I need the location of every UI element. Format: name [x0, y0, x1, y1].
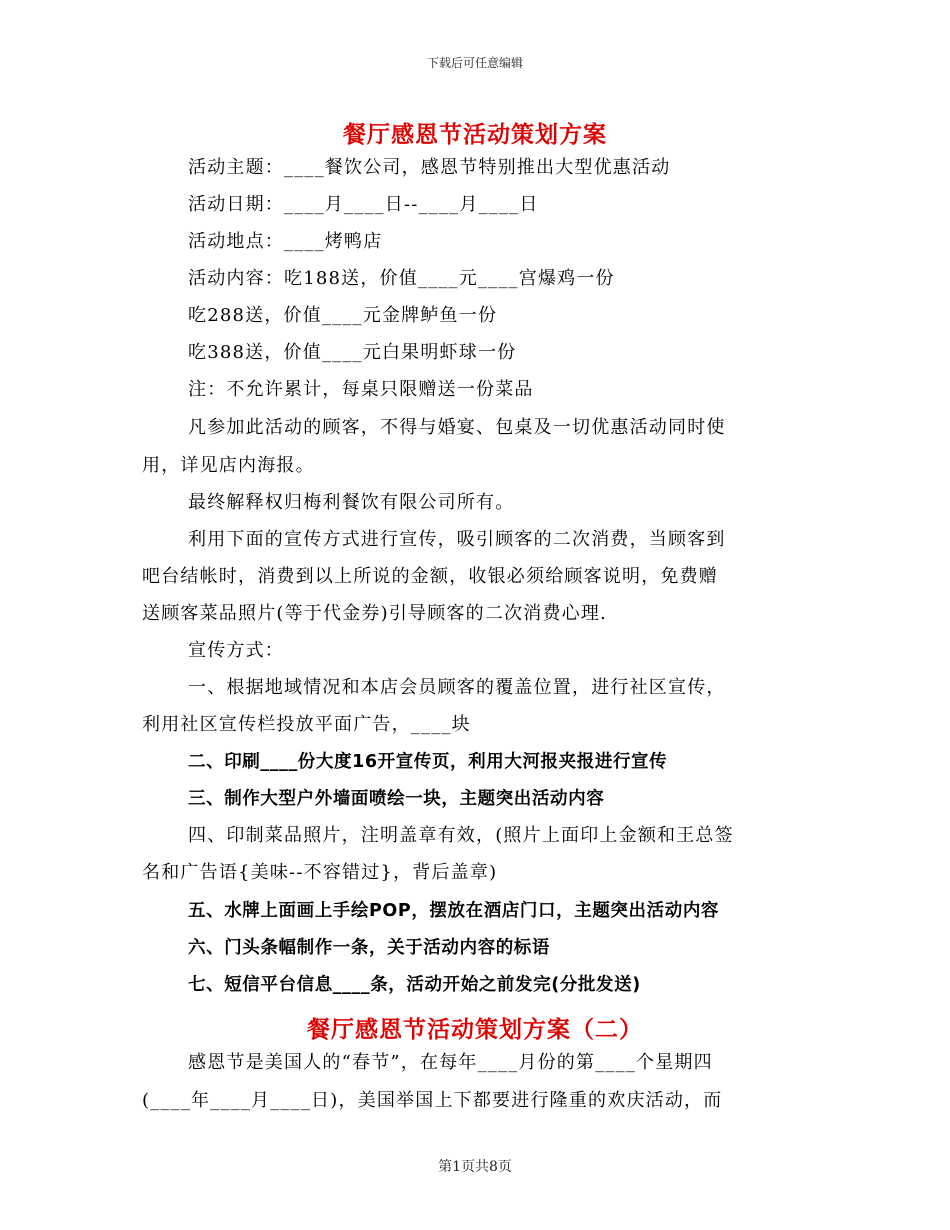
- text-line: 用，详见店内海报。: [142, 455, 315, 476]
- page-header-note: 下载后可任意编辑: [426, 56, 523, 70]
- text-line: 四、印制菜品照片，注明盖章有效，(照片上面印上金额和王总签: [188, 825, 734, 846]
- text-line: 名和广告语{美味--不容错过}，背后盖章): [142, 862, 498, 883]
- document-title: 餐厅感恩节活动策划方案: [343, 122, 607, 148]
- bold-text-line: 五、水牌上面画上手绘POP，摆放在酒店门口，主题突出活动内容: [188, 901, 720, 921]
- text-line: 送顾客菜品照片(等于代金券)引导顾客的二次消费心理.: [142, 603, 607, 624]
- text-line: 利用下面的宣传方式进行宣传，吸引顾客的二次消费，当顾客到: [188, 529, 726, 550]
- text-line: 感恩节是美国人的“春节”，在每年____月份的第____个星期四: [188, 1052, 713, 1073]
- text-line: (____年____月____日)，美国举国上下都要进行隆重的欢庆活动，而: [142, 1090, 723, 1111]
- section-title: 餐厅感恩节活动策划方案（二）: [307, 1017, 643, 1043]
- text-line: 注：不允许累计，每桌只限赠送一份菜品: [188, 379, 534, 400]
- text-line: 一、根据地域情况和本店会员顾客的覆盖位置，进行社区宣传，: [188, 677, 726, 698]
- bold-text-line: 二、印刷____份大度16开宣传页，利用大河报夹报进行宣传: [188, 752, 668, 772]
- text-line: 吃388送，价值____元白果明虾球一份: [188, 342, 517, 363]
- text-line: 最终解释权归梅利餐饮有限公司所有。: [188, 492, 515, 513]
- bold-text-line: 三、制作大型户外墙面喷绘一块，主题突出活动内容: [188, 789, 605, 809]
- text-line: 吧台结帐时，消费到以上所说的金额，收银必须给顾客说明，免费赠: [142, 566, 718, 587]
- text-line: 活动主题：____餐饮公司，感恩节特别推出大型优惠活动: [188, 157, 671, 178]
- text-line: 活动地点：____烤鸭店: [188, 231, 383, 252]
- text-line: 活动日期：____月____日--____月____日: [188, 194, 539, 215]
- text-line: 宣传方式：: [188, 640, 284, 661]
- text-line: 活动内容：吃188送，价值____元____宫爆鸡一份: [188, 268, 615, 289]
- bold-text-line: 六、门头条幅制作一条，关于活动内容的标语: [188, 938, 550, 958]
- bold-text-line: 七、短信平台信息____条，活动开始之前发完(分批发送): [188, 975, 641, 995]
- text-line: 凡参加此活动的顾客，不得与婚宴、包桌及一切优惠活动同时使: [188, 417, 726, 438]
- text-line: 利用社区宣传栏投放平面广告，____块: [142, 714, 471, 735]
- text-line: 吃288送，价值____元金牌鲈鱼一份: [188, 305, 498, 326]
- page-number: 第1页共8页: [438, 1159, 512, 1175]
